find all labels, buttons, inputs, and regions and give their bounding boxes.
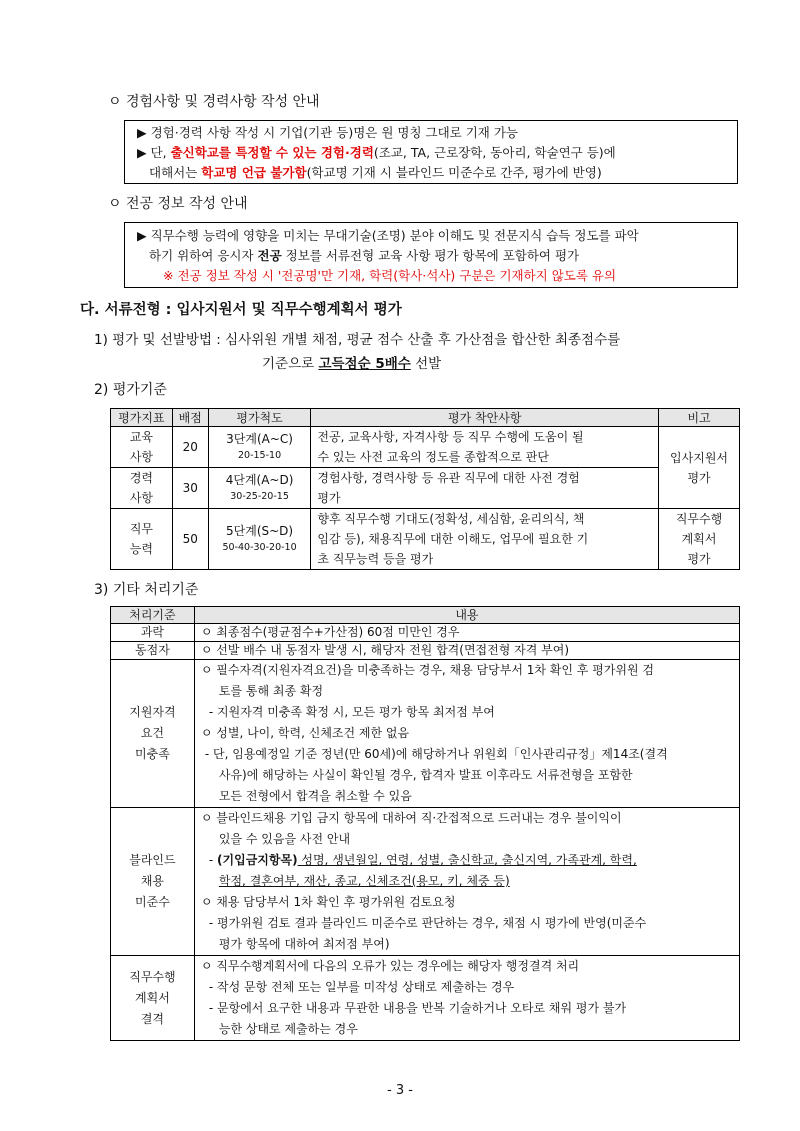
row-text: - 단, 임용예정일 기준 정년(만 60세)에 해당하거나 위원회「인사관리규정」제14조(결격 <box>204 747 668 761</box>
header-indicator: 평가지표 <box>111 409 173 427</box>
section-title: 다. 서류전형 : 입사지원서 및 직무수행계획서 평가 <box>80 302 402 318</box>
row-name: 직무수행 <box>129 969 176 984</box>
row-text: ㅇ 채용 담당부서 1차 확인 후 평가위원 검토요청 <box>200 895 456 909</box>
row-name: 능력 <box>129 542 153 556</box>
row-desc: 향후 직무수행 기대도(정확성, 세심함, 윤리의식, 책 <box>317 512 585 526</box>
row-desc: 전공, 교육사항, 자격사항 등 직무 수행에 도움이 될 <box>317 430 584 444</box>
row-name: 사항 <box>129 491 153 505</box>
row-desc: 수 있는 사전 교육의 정도를 종합적으로 판단 <box>317 450 549 464</box>
experience-notice-box <box>124 120 738 184</box>
row-name: 블라인드 <box>129 853 176 867</box>
major-line-1: ▶ 직무수행 능력에 영향을 미치는 무대기술(조명) 분야 이해도 및 전문지식 습득 정도를 파악 <box>137 228 639 243</box>
experience-line-1: ▶ 경험·경력 사항 작성 시 기업(기관 등)명은 원 명칭 그대로 기재 가능 <box>137 125 518 140</box>
method-line-1: 1) 평가 및 선발방법 : 심사위원 개별 채점, 평균 점수 산출 후 가산점을 합산한 최종점수를 <box>94 332 621 348</box>
row-desc: 경험사항, 경력사항 등 유관 직무에 대한 사전 경험 <box>317 471 580 485</box>
remark-text: 평가 <box>687 470 711 485</box>
row-scale: 3단계(A~C) <box>226 432 293 446</box>
other-header-row <box>111 607 740 624</box>
header-criterion: 처리기준 <box>111 607 195 624</box>
page-number: - 3 - <box>387 1083 413 1098</box>
row-name: 미준수 <box>135 895 170 909</box>
criteria-table <box>110 408 740 570</box>
row-name: 계획서 <box>135 990 170 1005</box>
row-score: 20 <box>172 427 208 468</box>
major-line-2: 하기 위하여 응시자 전공 정보를 서류전형 교육 사항 평가 항목에 포함하여 평가 <box>149 248 580 263</box>
header-remark: 비고 <box>659 409 740 427</box>
row-scale: 4단계(A~D) <box>225 473 294 487</box>
row-desc: 초 직무능력 등을 평가 <box>317 552 434 566</box>
table-row <box>111 660 740 808</box>
remark-text: 평가 <box>687 552 711 566</box>
other-title: 3) 기타 처리기준 <box>94 582 199 598</box>
table-row <box>111 642 740 660</box>
row-text: ㅇ 선발 배수 내 동점자 발생 시, 해당자 전원 합격(면접전형 자격 부여) <box>194 642 739 660</box>
row-text: 능한 상태로 제출하는 경우 <box>218 1022 358 1036</box>
method-line-2: 기준으로 고득점순 5배수 선발 <box>262 356 442 372</box>
row-text: 토를 통해 최종 확정 <box>218 684 324 698</box>
experience-line-2: ▶ 단, 출신학교를 특정할 수 있는 경험·경력(조교, TA, 근로장학, 동아리, 학술연구 등)에 <box>137 145 616 160</box>
table-row <box>111 509 740 570</box>
row-desc: 임감 등), 채용직무에 대한 이해도, 업무에 필요한 기 <box>317 532 589 546</box>
row-name: 경력 <box>129 471 153 485</box>
row-text: 평가 항목에 대하여 최저점 부여) <box>218 937 390 951</box>
table-row <box>111 468 740 509</box>
other-criteria-table <box>110 606 740 1041</box>
row-name: 결격 <box>140 1011 165 1026</box>
row-text: ㅇ 블라인드채용 기입 금지 항목에 대하여 직·간접적으로 드러내는 경우 불이익이 <box>200 811 622 825</box>
row-text: - 작성 문항 전체 또는 일부를 미작성 상태로 제출하는 경우 <box>208 980 515 994</box>
major-heading: ㅇ 전공 정보 작성 안내 <box>108 196 248 212</box>
experience-line-3: 대해서는 학교명 언급 불가함(학교명 기재 시 블라인드 미준수로 간주, 평가에 반영) <box>149 165 602 180</box>
experience-heading: ㅇ 경험사항 및 경력사항 작성 안내 <box>108 94 320 110</box>
row-text: ㅇ 직무수행계획서에 다음의 오류가 있는 경우에는 해당자 행정결격 처리 <box>200 959 580 973</box>
row-text: - 평가위원 검토 결과 블라인드 미준수로 판단하는 경우, 채점 시 평가에 반영(미준수 <box>208 916 647 930</box>
row-name: 과락 <box>111 624 195 642</box>
table-row <box>111 427 740 468</box>
row-text: - 지원자격 미충족 확정 시, 모든 평가 항목 최저점 부여 <box>208 705 495 719</box>
row-text: 모든 전형에서 합격을 취소할 수 있음 <box>218 789 412 803</box>
row-name: 미충족 <box>135 747 170 761</box>
row-text: 있을 수 있음을 사전 안내 <box>218 832 351 846</box>
row-text: - (기입금지항목) 성명, 생년월일, 연령, 성별, 출신학교, 출신지역, 가족관계, 학력, <box>208 853 637 867</box>
criteria-header-row <box>111 409 740 427</box>
remark-text: 직무수행 <box>675 512 723 526</box>
remark-text: 입사지원서 <box>670 450 729 465</box>
row-text: - 문항에서 요구한 내용과 무관한 내용을 반복 기술하거나 오타로 채워 평가 불가 <box>208 1001 627 1015</box>
row-text: 학점, 결혼여부, 재산, 종교, 신체조건(용모, 키, 체중 등) <box>218 874 510 888</box>
criteria-title: 2) 평가기준 <box>94 382 167 398</box>
header-content: 내용 <box>194 607 739 624</box>
row-scale: 5단계(S~D) <box>226 524 294 538</box>
row-text: ㅇ 필수자격(지원자격요건)을 미충족하는 경우, 채용 담당부서 1차 확인 후 평가위원 검 <box>200 663 654 677</box>
row-scale-points: 30-25-20-15 <box>230 491 289 502</box>
row-name: 사항 <box>129 450 153 464</box>
row-name: 교육 <box>129 430 153 444</box>
major-line-3: ※ 전공 정보 작성 시 '전공명'만 기재, 학력(학사·석사) 구분은 기재하지 않도록 유의 <box>163 268 617 283</box>
row-name: 채용 <box>140 874 165 888</box>
header-scale: 평가척도 <box>208 409 311 427</box>
row-text: ㅇ 성별, 나이, 학력, 신체조건 제한 없음 <box>200 726 410 740</box>
row-score: 50 <box>172 509 208 570</box>
table-row <box>111 808 740 956</box>
header-score: 배점 <box>172 409 208 427</box>
row-name: 요건 <box>140 726 165 740</box>
row-score: 30 <box>172 468 208 509</box>
row-name: 동점자 <box>111 642 195 660</box>
row-scale-points: 50-40-30-20-10 <box>222 542 297 553</box>
remark-text: 계획서 <box>681 532 717 546</box>
major-notice-box <box>124 222 738 288</box>
table-row <box>111 624 740 642</box>
row-text: ㅇ 최종점수(평균점수+가산점) 60점 미만인 경우 <box>194 624 739 642</box>
row-text: 사유)에 해당하는 사실이 확인될 경우, 합격자 발표 이후라도 서류전형을 포함한 <box>218 768 633 782</box>
row-name: 직무 <box>129 522 153 536</box>
header-focus: 평가 착안사항 <box>311 409 659 427</box>
table-row <box>111 956 740 1041</box>
row-name: 지원자격 <box>129 705 176 719</box>
row-scale-points: 20-15-10 <box>238 450 282 461</box>
row-desc: 평가 <box>317 491 341 505</box>
